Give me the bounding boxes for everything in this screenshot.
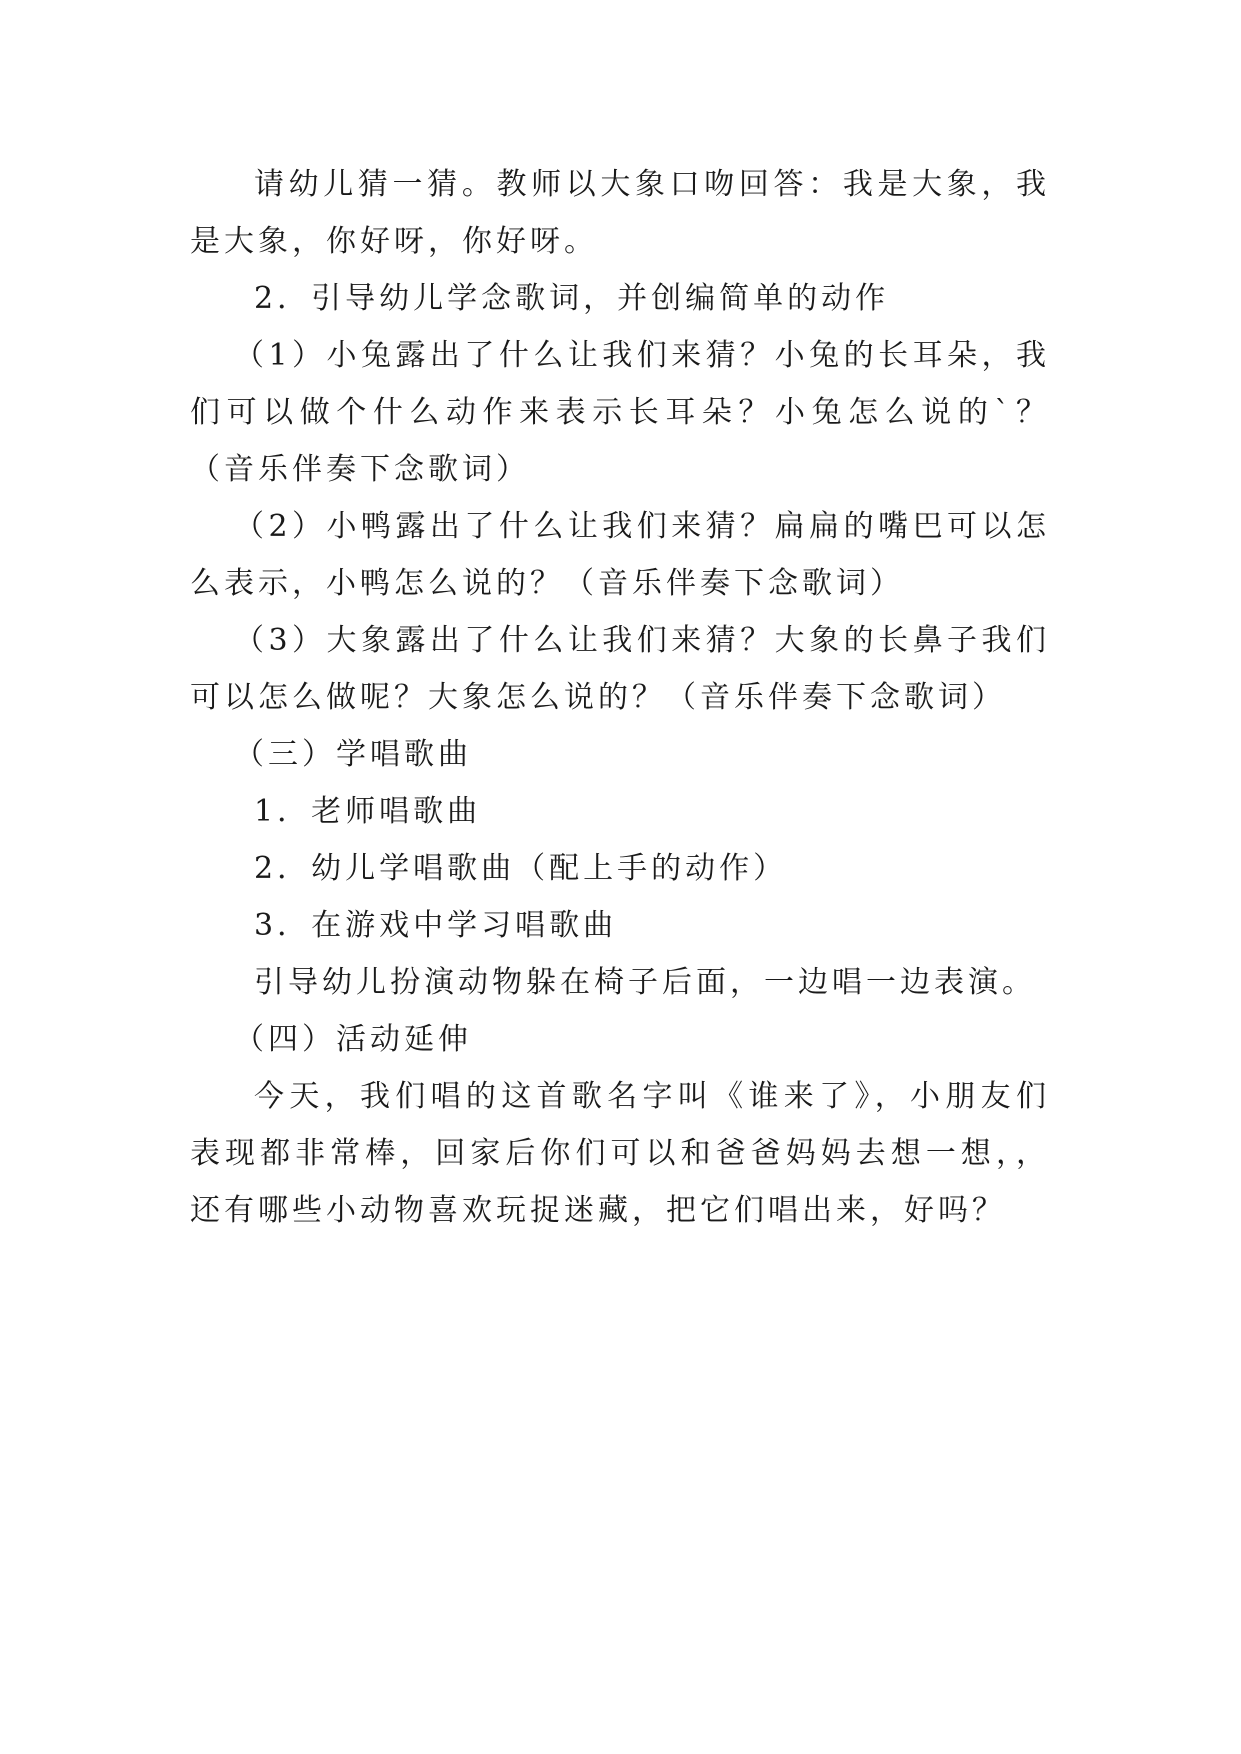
- paragraph-role-play: 引导幼儿扮演动物躲在椅子后面，一边唱一边表演。: [254, 965, 1036, 1000]
- section-heading-extension: （四）活动延伸: [234, 1022, 472, 1057]
- list-item-teacher-sings: 1．老师唱歌曲: [254, 794, 482, 829]
- paragraph-intro: 请幼儿猜一猜。教师以大象口吻回答：我是大象，我是大象，你好呀，你好呀。: [190, 167, 1050, 259]
- paragraph-rabbit: （1）小兔露出了什么让我们来猜？小兔的长耳朵，我们可以做个什么动作来表示长耳朵？小兔怎么说的`？（音乐伴奏下念歌词）: [190, 338, 1050, 487]
- list-item-game-learning: 3．在游戏中学习唱歌曲: [254, 908, 618, 943]
- paragraph-closing: 今天，我们唱的这首歌名字叫《谁来了》，小朋友们表现都非常棒，回家后你们可以和爸爸妈妈去想一想，，还有哪些小动物喜欢玩捉迷藏，把它们唱出来，好吗？: [190, 1079, 1050, 1228]
- paragraph-step-2-heading: 2．引导幼儿学念歌词，并创编简单的动作: [254, 281, 890, 316]
- section-heading-learn-song: （三）学唱歌曲: [234, 737, 472, 772]
- paragraph-elephant: （3）大象露出了什么让我们来猜？大象的长鼻子我们可以怎么做呢？大象怎么说的？（音乐伴奏下念歌词）: [190, 623, 1050, 715]
- list-item-children-learn: 2．幼儿学唱歌曲（配上手的动作）: [254, 851, 788, 886]
- document-body: [190, 156, 1050, 1239]
- paragraph-duck: （2）小鸭露出了什么让我们来猜？扁扁的嘴巴可以怎么表示，小鸭怎么说的？（音乐伴奏下念歌词）: [190, 509, 1050, 601]
